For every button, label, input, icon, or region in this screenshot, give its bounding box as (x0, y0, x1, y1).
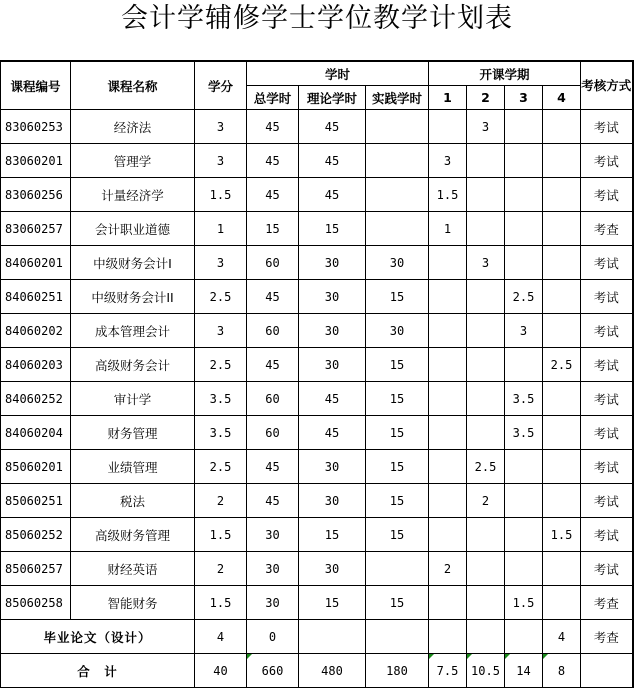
theory-hours-cell: 30 (299, 450, 366, 484)
thesis-practice-hours (366, 620, 429, 654)
credit-cell: 2.5 (195, 280, 247, 314)
practice-hours-cell: 30 (366, 314, 429, 348)
totals-practice-hours: 180 (366, 654, 429, 688)
page-title: 会计学辅修学士学位教学计划表 (121, 3, 513, 34)
table-row (1, 280, 633, 314)
table-row (1, 518, 633, 552)
table-row (1, 586, 633, 620)
totals-term-4: 8 (543, 654, 581, 688)
practice-hours-cell: 15 (366, 280, 429, 314)
credit-cell: 1.5 (195, 518, 247, 552)
term-2-cell (467, 144, 505, 178)
header-total-hours: 总学时 (247, 86, 299, 110)
credit-cell: 1.5 (195, 586, 247, 620)
term-1-cell: 2 (429, 552, 467, 586)
theory-hours-cell: 45 (299, 416, 366, 450)
totals-row (1, 654, 633, 688)
header-practice-hours: 实践学时 (366, 86, 429, 110)
theory-hours-cell: 30 (299, 552, 366, 586)
total-hours-cell: 60 (247, 246, 299, 280)
course-code-cell: 84060204 (1, 416, 71, 450)
credit-cell: 3.5 (195, 416, 247, 450)
credit-cell: 2 (195, 484, 247, 518)
thesis-credit: 4 (195, 620, 247, 654)
exam-method-cell: 考试 (581, 552, 633, 586)
total-hours-cell: 60 (247, 382, 299, 416)
total-hours-cell: 45 (247, 144, 299, 178)
term-3-cell (505, 110, 543, 144)
practice-hours-cell (366, 110, 429, 144)
term-2-cell (467, 416, 505, 450)
table-row (1, 178, 633, 212)
credit-cell: 3 (195, 246, 247, 280)
credit-cell: 1.5 (195, 178, 247, 212)
term-4-cell (543, 416, 581, 450)
course-name-cell: 税法 (71, 484, 195, 518)
course-code-cell: 84060251 (1, 280, 71, 314)
exam-method-cell: 考试 (581, 450, 633, 484)
course-name-cell: 高级财务会计 (71, 348, 195, 382)
total-hours-cell: 30 (247, 552, 299, 586)
course-code-cell: 84060201 (1, 246, 71, 280)
header-term-3: 3 (505, 86, 543, 110)
practice-hours-cell (366, 144, 429, 178)
exam-method-cell: 考试 (581, 518, 633, 552)
credit-cell: 3 (195, 144, 247, 178)
header-course-name: 课程名称 (71, 61, 195, 110)
thesis-term-3 (505, 620, 543, 654)
credit-cell: 3.5 (195, 382, 247, 416)
exam-method-cell: 考查 (581, 212, 633, 246)
exam-method-cell: 考试 (581, 416, 633, 450)
term-3-cell (505, 144, 543, 178)
header-term-4: 4 (543, 86, 581, 110)
course-code-cell: 84060203 (1, 348, 71, 382)
term-3-cell: 3.5 (505, 416, 543, 450)
term-4-cell (543, 450, 581, 484)
term-1-cell (429, 518, 467, 552)
table-row (1, 212, 633, 246)
teaching-plan-table (0, 60, 634, 688)
total-hours-cell: 45 (247, 348, 299, 382)
exam-method-cell: 考试 (581, 280, 633, 314)
practice-hours-cell: 15 (366, 348, 429, 382)
term-1-cell (429, 280, 467, 314)
total-hours-cell: 60 (247, 416, 299, 450)
total-hours-cell: 30 (247, 518, 299, 552)
term-1-cell (429, 348, 467, 382)
header-exam-method: 考核方式 (581, 61, 633, 110)
term-1-cell: 3 (429, 144, 467, 178)
totals-term-1: 7.5 (429, 654, 467, 688)
thesis-label: 毕业论文（设计） (1, 620, 195, 654)
exam-method-cell: 考试 (581, 348, 633, 382)
header-term-2: 2 (467, 86, 505, 110)
exam-method-cell: 考试 (581, 246, 633, 280)
total-hours-cell: 45 (247, 450, 299, 484)
table-row (1, 552, 633, 586)
term-4-cell: 1.5 (543, 518, 581, 552)
course-code-cell: 83060201 (1, 144, 71, 178)
practice-hours-cell: 15 (366, 416, 429, 450)
exam-method-cell: 考查 (581, 586, 633, 620)
theory-hours-cell: 30 (299, 280, 366, 314)
thesis-theory-hours (299, 620, 366, 654)
total-hours-cell: 15 (247, 212, 299, 246)
term-1-cell: 1 (429, 212, 467, 246)
course-name-cell: 高级财务管理 (71, 518, 195, 552)
term-4-cell (543, 382, 581, 416)
term-3-cell: 3.5 (505, 382, 543, 416)
term-4-cell: 2.5 (543, 348, 581, 382)
credit-cell: 2.5 (195, 348, 247, 382)
course-name-cell: 经济法 (71, 110, 195, 144)
table-row (1, 450, 633, 484)
credit-cell: 2.5 (195, 450, 247, 484)
course-name-cell: 财经英语 (71, 552, 195, 586)
course-code-cell: 83060257 (1, 212, 71, 246)
credit-cell: 2 (195, 552, 247, 586)
total-hours-cell: 45 (247, 280, 299, 314)
course-code-cell: 85060252 (1, 518, 71, 552)
table-row (1, 382, 633, 416)
term-4-cell (543, 246, 581, 280)
credit-cell: 3 (195, 314, 247, 348)
theory-hours-cell: 30 (299, 348, 366, 382)
term-4-cell (543, 178, 581, 212)
header-hours-group: 学时 (247, 61, 429, 86)
thesis-term-2 (467, 620, 505, 654)
practice-hours-cell: 15 (366, 484, 429, 518)
totals-label: 合 计 (1, 654, 195, 688)
term-1-cell (429, 484, 467, 518)
totals-total-hours: 660 (247, 654, 299, 688)
course-name-cell: 中级财务会计II (71, 280, 195, 314)
totals-credit: 40 (195, 654, 247, 688)
theory-hours-cell: 30 (299, 314, 366, 348)
course-code-cell: 85060257 (1, 552, 71, 586)
table-row (1, 110, 633, 144)
header-course-code: 课程编号 (1, 61, 71, 110)
term-3-cell (505, 484, 543, 518)
theory-hours-cell: 45 (299, 110, 366, 144)
header-term-group: 开课学期 (429, 61, 581, 86)
table-row (1, 348, 633, 382)
course-code-cell: 85060258 (1, 586, 71, 620)
term-2-cell (467, 212, 505, 246)
course-code-cell: 85060201 (1, 450, 71, 484)
term-3-cell (505, 450, 543, 484)
practice-hours-cell (366, 552, 429, 586)
term-4-cell (543, 552, 581, 586)
term-3-cell (505, 212, 543, 246)
totals-exam-method (581, 654, 633, 688)
term-4-cell (543, 144, 581, 178)
course-code-cell: 85060251 (1, 484, 71, 518)
total-hours-cell: 45 (247, 484, 299, 518)
term-1-cell (429, 246, 467, 280)
course-name-cell: 管理学 (71, 144, 195, 178)
course-name-cell: 会计职业道德 (71, 212, 195, 246)
course-name-cell: 财务管理 (71, 416, 195, 450)
table-row (1, 144, 633, 178)
term-3-cell: 3 (505, 314, 543, 348)
term-2-cell: 2 (467, 484, 505, 518)
term-2-cell (467, 518, 505, 552)
exam-method-cell: 考试 (581, 178, 633, 212)
term-3-cell: 2.5 (505, 280, 543, 314)
header-credit: 学分 (195, 61, 247, 110)
term-2-cell: 3 (467, 110, 505, 144)
course-name-cell: 计量经济学 (71, 178, 195, 212)
theory-hours-cell: 45 (299, 178, 366, 212)
term-1-cell (429, 314, 467, 348)
totals-term-2: 10.5 (467, 654, 505, 688)
term-2-cell (467, 178, 505, 212)
thesis-row (1, 620, 633, 654)
term-2-cell: 3 (467, 246, 505, 280)
term-4-cell (543, 110, 581, 144)
practice-hours-cell: 15 (366, 450, 429, 484)
theory-hours-cell: 15 (299, 586, 366, 620)
theory-hours-cell: 45 (299, 382, 366, 416)
course-code-cell: 83060256 (1, 178, 71, 212)
practice-hours-cell (366, 212, 429, 246)
thesis-term-4: 4 (543, 620, 581, 654)
course-name-cell: 审计学 (71, 382, 195, 416)
credit-cell: 1 (195, 212, 247, 246)
course-name-cell: 智能财务 (71, 586, 195, 620)
term-1-cell (429, 586, 467, 620)
term-2-cell (467, 382, 505, 416)
term-3-cell (505, 348, 543, 382)
theory-hours-cell: 30 (299, 246, 366, 280)
header-theory-hours: 理论学时 (299, 86, 366, 110)
practice-hours-cell: 15 (366, 382, 429, 416)
term-4-cell (543, 280, 581, 314)
practice-hours-cell: 30 (366, 246, 429, 280)
table-row (1, 416, 633, 450)
term-1-cell: 1.5 (429, 178, 467, 212)
practice-hours-cell: 15 (366, 518, 429, 552)
term-1-cell (429, 416, 467, 450)
term-2-cell (467, 314, 505, 348)
course-code-cell: 84060252 (1, 382, 71, 416)
theory-hours-cell: 15 (299, 518, 366, 552)
exam-method-cell: 考试 (581, 314, 633, 348)
thesis-term-1 (429, 620, 467, 654)
theory-hours-cell: 45 (299, 144, 366, 178)
exam-method-cell: 考试 (581, 110, 633, 144)
term-2-cell (467, 586, 505, 620)
course-code-cell: 83060253 (1, 110, 71, 144)
term-2-cell (467, 552, 505, 586)
term-4-cell (543, 586, 581, 620)
course-name-cell: 业绩管理 (71, 450, 195, 484)
term-3-cell (505, 552, 543, 586)
course-name-cell: 中级财务会计I (71, 246, 195, 280)
table-row (1, 246, 633, 280)
theory-hours-cell: 30 (299, 484, 366, 518)
course-code-cell: 84060202 (1, 314, 71, 348)
theory-hours-cell: 15 (299, 212, 366, 246)
practice-hours-cell: 15 (366, 586, 429, 620)
header-term-1: 1 (429, 86, 467, 110)
term-2-cell: 2.5 (467, 450, 505, 484)
credit-cell: 3 (195, 110, 247, 144)
total-hours-cell: 60 (247, 314, 299, 348)
exam-method-cell: 考试 (581, 484, 633, 518)
totals-theory-hours: 480 (299, 654, 366, 688)
exam-method-cell: 考试 (581, 382, 633, 416)
term-1-cell (429, 450, 467, 484)
term-1-cell (429, 110, 467, 144)
practice-hours-cell (366, 178, 429, 212)
thesis-exam-method: 考查 (581, 620, 633, 654)
totals-term-3: 14 (505, 654, 543, 688)
total-hours-cell: 30 (247, 586, 299, 620)
term-2-cell (467, 280, 505, 314)
table-row (1, 314, 633, 348)
course-name-cell: 成本管理会计 (71, 314, 195, 348)
term-4-cell (543, 484, 581, 518)
exam-method-cell: 考试 (581, 144, 633, 178)
table-row (1, 484, 633, 518)
term-2-cell (467, 348, 505, 382)
term-4-cell (543, 314, 581, 348)
term-3-cell (505, 246, 543, 280)
term-3-cell: 1.5 (505, 586, 543, 620)
header-row-1 (1, 61, 633, 86)
term-3-cell (505, 178, 543, 212)
total-hours-cell: 45 (247, 110, 299, 144)
term-3-cell (505, 518, 543, 552)
thesis-total-hours: 0 (247, 620, 299, 654)
term-1-cell (429, 382, 467, 416)
total-hours-cell: 45 (247, 178, 299, 212)
term-4-cell (543, 212, 581, 246)
